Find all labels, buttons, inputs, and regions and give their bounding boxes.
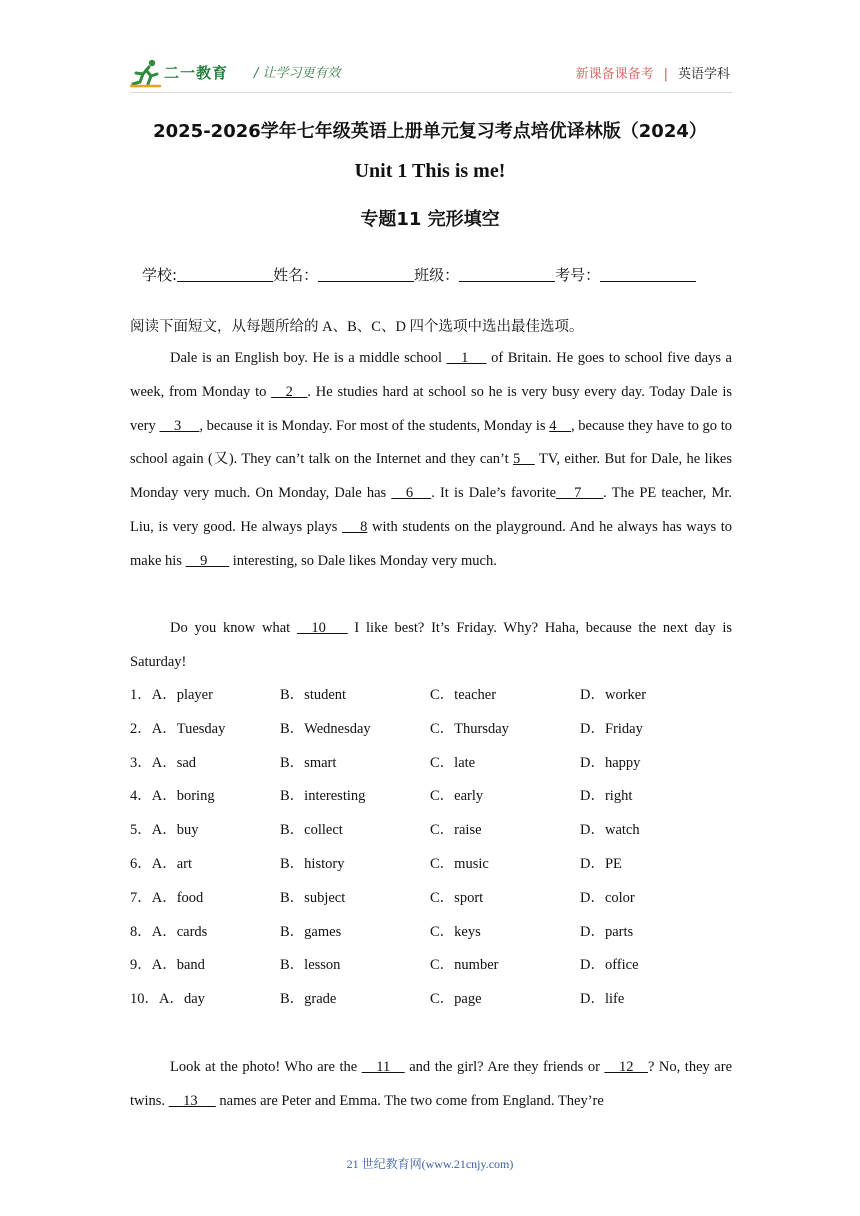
header-divider	[130, 92, 732, 93]
option-c[interactable]: C．number	[430, 957, 499, 974]
passage-text: Dale is an English boy. He is a middle school	[170, 350, 447, 366]
blank-9: 9	[185, 552, 230, 569]
passage-paragraph-2	[130, 612, 732, 680]
option-a[interactable]: 5．A．buy	[130, 822, 199, 839]
runner-logo-icon	[130, 58, 164, 88]
option-d[interactable]: D．Friday	[580, 720, 643, 737]
option-b[interactable]: B．history	[280, 855, 345, 872]
option-c[interactable]: C．early	[430, 788, 484, 805]
option-a[interactable]: 1．A．player	[130, 687, 213, 703]
option-row	[130, 882, 750, 916]
option-b[interactable]: B．smart	[280, 754, 337, 771]
document-title: 2025-2026学年七年级英语上册单元复习考点培优译林版（2024）	[153, 121, 707, 142]
option-c[interactable]: C．teacher	[430, 687, 497, 703]
passage-text: TV, either. But for Dale, he likes Monday very much. On Monday, Dale has	[130, 451, 732, 502]
page-footer[interactable]: 21 世纪教育网(www.21cnjy.com)	[346, 1157, 514, 1171]
option-row	[130, 679, 750, 713]
number-label: 考号：	[555, 266, 601, 284]
option-a[interactable]: 3．A．sad	[130, 754, 197, 771]
passage-text: . It is Dale’s favorite	[431, 485, 557, 502]
passage-text: ? No, they are twins.	[130, 1059, 733, 1109]
option-c[interactable]: C．raise	[430, 822, 482, 839]
blank-1: 1	[446, 350, 487, 366]
instruction: 阅读下面短文，从每题所给的 A、B、C、D 四个选项中选出最佳选项。	[130, 319, 584, 335]
option-row	[130, 848, 750, 882]
passage-text: I like best? It’s Friday. Why? Haha, because the next day is Saturday!	[130, 620, 732, 670]
option-row	[130, 814, 750, 848]
passage-text: Look at the photo! Who are the	[170, 1059, 362, 1075]
option-d[interactable]: D．color	[580, 889, 635, 906]
blank-5: 5	[513, 451, 535, 468]
passage-text: . He studies hard at school so he is very busy every day. Today Dale is very	[130, 383, 733, 434]
option-c[interactable]: C．keys	[430, 923, 481, 940]
option-row	[130, 916, 750, 950]
unit-title: Unit 1 This is me!	[354, 160, 506, 182]
option-a[interactable]: 6．A．art	[130, 855, 193, 872]
logo	[130, 58, 242, 90]
passage-text: with students on the playground. And he always has ways to make his	[130, 518, 732, 569]
passage-text: , because they have to go to school again (又). They can’t talk on the Internet and they can’t	[130, 417, 733, 468]
option-d[interactable]: D．life	[580, 991, 625, 1008]
number-blank[interactable]	[600, 267, 696, 282]
passage-text: names are Peter and Emma. The two come from England. They’re	[215, 1092, 604, 1109]
passage-paragraph-1	[130, 342, 732, 579]
option-a[interactable]: 10．A．day	[130, 991, 205, 1008]
option-d[interactable]: D．right	[580, 788, 633, 805]
passage-text: Do you know what	[170, 620, 297, 636]
option-b[interactable]: B．lesson	[280, 957, 341, 974]
passage-paragraph-3	[130, 1051, 732, 1119]
option-c[interactable]: C．Thursday	[430, 720, 509, 737]
header-course: 新课备课备考	[575, 67, 654, 82]
header-subject	[576, 63, 730, 82]
blank-3: 3	[159, 417, 200, 434]
option-a[interactable]: 8．A．cards	[130, 923, 208, 940]
option-a[interactable]: 7．A．food	[130, 889, 204, 906]
option-d[interactable]: D．parts	[580, 923, 634, 940]
passage-text: interesting, so Dale likes Monday very much.	[229, 552, 497, 569]
passage-text: and the girl? Are they friends or	[404, 1059, 605, 1075]
option-a[interactable]: 2．A．Tuesday	[130, 720, 226, 737]
blank-13: 13	[168, 1092, 216, 1109]
option-c[interactable]: C．late	[430, 754, 476, 771]
option-d[interactable]: D．happy	[580, 754, 641, 771]
blank-7: 7	[556, 485, 604, 502]
page-header	[130, 58, 730, 90]
option-c[interactable]: C．music	[430, 855, 489, 872]
header-discipline: 英语学科	[677, 67, 730, 82]
option-d[interactable]: D．worker	[580, 687, 647, 703]
school-label: 学校:	[142, 266, 178, 284]
option-c[interactable]: C．page	[430, 991, 482, 1008]
option-row	[130, 747, 750, 781]
school-blank[interactable]	[177, 267, 273, 282]
option-b[interactable]: B．collect	[280, 822, 343, 839]
option-row	[130, 949, 750, 983]
passage-text: , because it is Monday. For most of the students, Monday is	[199, 417, 550, 434]
blank-11: 11	[361, 1059, 405, 1075]
option-a[interactable]: 9．A．band	[130, 957, 205, 974]
blank-12: 12	[604, 1059, 648, 1075]
blank-2: 2	[271, 383, 308, 400]
option-row	[130, 780, 750, 814]
option-d[interactable]: D．watch	[580, 822, 640, 839]
option-c[interactable]: C．sport	[430, 889, 484, 906]
passage-text: . The PE teacher, Mr. Liu, is very good. He always plays	[130, 485, 732, 535]
option-row	[130, 713, 750, 747]
header-separator: |	[663, 67, 668, 82]
option-row	[130, 983, 750, 1017]
blank-6: 6	[391, 485, 432, 502]
blank-8: 8	[342, 518, 368, 535]
option-b[interactable]: B．grade	[280, 991, 337, 1008]
student-info-line	[142, 264, 696, 285]
option-b[interactable]: B．games	[280, 923, 342, 940]
topic-title: 专题11 完形填空	[360, 209, 500, 230]
name-blank[interactable]	[318, 267, 414, 282]
passage-text: of Britain. He goes to school five days a week, from Monday to	[130, 350, 732, 400]
blank-10: 10	[296, 620, 348, 636]
options-list	[130, 679, 750, 1017]
option-b[interactable]: B．Wednesday	[280, 720, 371, 737]
option-b[interactable]: B．subject	[280, 889, 346, 906]
class-blank[interactable]	[459, 267, 555, 282]
class-label: 班级：	[414, 266, 460, 284]
name-label: 姓名：	[273, 266, 319, 284]
logo-text: 二一教育	[164, 64, 229, 82]
option-b[interactable]: B．interesting	[280, 788, 366, 805]
option-b[interactable]: B．student	[280, 687, 347, 703]
option-d[interactable]: D．PE	[580, 855, 622, 872]
option-d[interactable]: D．office	[580, 957, 639, 974]
blank-4: 4	[549, 417, 571, 434]
slogan: / 让学习更有效	[254, 66, 341, 81]
option-a[interactable]: 4．A．boring	[130, 788, 215, 805]
